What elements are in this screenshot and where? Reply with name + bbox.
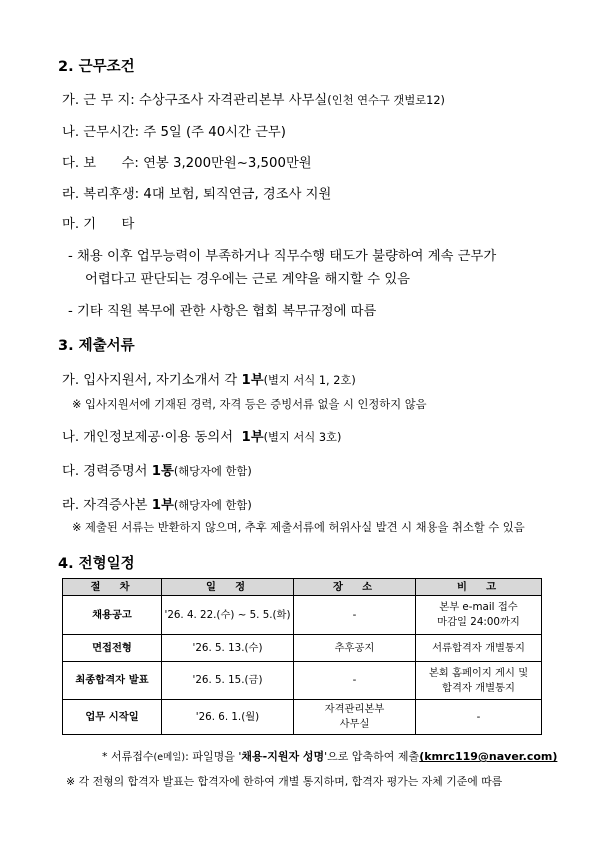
doc-c-line bbox=[62, 460, 252, 479]
remark-cell: - bbox=[416, 700, 542, 735]
doc-b-form: (별지 서식 3호) bbox=[263, 431, 342, 444]
remark-line-1: 본부 e-mail 접수 bbox=[439, 601, 518, 613]
place-cell: - bbox=[294, 596, 416, 635]
doc-a-note: ※ 입사지원서에 기재된 경력, 자격 등은 증빙서류 없을 시 인정하지 않음 bbox=[72, 398, 427, 411]
date-cell: '26. 5. 13.(수) bbox=[162, 635, 294, 662]
table-row bbox=[63, 596, 542, 635]
salary-value: 연봉 3,200만원~3,500만원 bbox=[143, 156, 312, 171]
table-row bbox=[63, 700, 542, 735]
step-cell: 면접전형 bbox=[63, 635, 162, 662]
salary-label: 다. 보 수: bbox=[62, 156, 144, 171]
place-line-2: 사무실 bbox=[339, 718, 370, 730]
place-cell bbox=[294, 700, 416, 735]
step-cell: 채용공고 bbox=[63, 596, 162, 635]
benefits-label: 라. 복리후생: bbox=[62, 187, 144, 202]
doc-c-count: 1통 bbox=[151, 464, 174, 479]
schedule-table bbox=[62, 578, 542, 735]
table-header-row bbox=[63, 579, 542, 596]
work-location-address: (인천 연수구 갯벌로12) bbox=[327, 94, 445, 107]
step-cell: 최종합격자 발표 bbox=[63, 662, 162, 700]
doc-b-text: 나. 개인정보제공·이용 동의서 bbox=[62, 430, 242, 445]
doc-a-text: 가. 입사지원서, 자기소개서 각 bbox=[62, 373, 242, 388]
submission-note bbox=[102, 748, 557, 764]
header-place: 장 소 bbox=[294, 579, 416, 596]
remark-line-2: 합격자 개별통지 bbox=[442, 681, 515, 694]
etc-bullet-1-line-2: 어렵다고 판단되는 경우에는 근로 계약을 해지할 수 있음 bbox=[85, 272, 411, 287]
benefits-value: 4대 보험, 퇴직연금, 경조사 지원 bbox=[143, 187, 332, 202]
work-location-line bbox=[62, 89, 445, 108]
section-4-title: 4. 전형일정 bbox=[58, 556, 135, 572]
section-3-title: 3. 제출서류 bbox=[58, 338, 135, 354]
step-cell: 업무 시작일 bbox=[63, 700, 162, 735]
remark-cell: 서류합격자 개별통지 bbox=[416, 635, 542, 662]
date-cell: '26. 6. 1.(월) bbox=[162, 700, 294, 735]
work-location-value: 수상구조사 자격관리본부 사무실 bbox=[139, 93, 328, 108]
etc-bullet-1-line-1: - 채용 이후 업무능력이 부족하거나 직무수행 태도가 불량하여 계속 근무가 bbox=[68, 249, 497, 264]
remark-line-2: 마감일 24:00까지 bbox=[437, 616, 520, 628]
docs-note: ※ 제출된 서류는 반환하지 않으며, 추후 제출서류에 허위사실 발견 시 채용을 취소할 수 있음 bbox=[72, 521, 525, 534]
result-note: ※ 각 전형의 합격자 발표는 합격자에 한하여 개별 통지하며, 합격자 평가는 자체 기준에 따름 bbox=[66, 775, 503, 788]
doc-d-text: 라. 자격증사본 bbox=[62, 498, 152, 513]
date-cell: '26. 4. 22.(수) ~ 5. 5.(화) bbox=[162, 596, 294, 635]
header-remark: 비 고 bbox=[416, 579, 542, 596]
submission-prefix: * 서류접수 bbox=[102, 750, 154, 763]
remark-cell bbox=[416, 596, 542, 635]
place-line-1: 자격관리본부 bbox=[324, 703, 385, 715]
remark-cell bbox=[416, 662, 542, 700]
doc-b-line bbox=[62, 426, 341, 445]
place-cell: - bbox=[294, 662, 416, 700]
remark-line-1: 본회 홈페이지 게시 및 bbox=[428, 666, 529, 679]
etc-label: 마. 기 타 bbox=[62, 217, 135, 232]
date-cell: '26. 5. 15.(금) bbox=[162, 662, 294, 700]
table-row bbox=[63, 662, 542, 700]
work-location-label: 가. 근 무 지: bbox=[62, 93, 139, 108]
work-hours-label: 나. 근무시간: bbox=[62, 125, 144, 140]
work-hours-line bbox=[62, 121, 286, 140]
section-2-title: 2. 근무조건 bbox=[58, 59, 135, 75]
doc-c-scope: (해당자에 한함) bbox=[173, 465, 252, 478]
place-cell: 추후공지 bbox=[294, 635, 416, 662]
doc-a-count: 1부 bbox=[241, 373, 264, 388]
submission-email[interactable]: (kmrc119@naver.com) bbox=[419, 750, 558, 763]
doc-d-count: 1부 bbox=[151, 498, 174, 513]
doc-d-scope: (해당자에 한함) bbox=[173, 499, 252, 512]
doc-a-form: (별지 서식 1, 2호) bbox=[263, 374, 356, 387]
doc-d-line bbox=[62, 494, 252, 513]
header-date: 일 정 bbox=[162, 579, 294, 596]
work-hours-value: 주 5일 (주 40시간 근무) bbox=[143, 125, 286, 140]
table-row bbox=[63, 635, 542, 662]
etc-bullet-2: - 기타 직원 복무에 관한 사항은 협회 복무규정에 따름 bbox=[68, 304, 377, 319]
salary-line bbox=[62, 152, 312, 171]
submission-text-1: : 파일명을 ' bbox=[185, 750, 242, 763]
benefits-line bbox=[62, 183, 331, 202]
header-step: 절 차 bbox=[63, 579, 162, 596]
submission-method: (e메일) bbox=[153, 752, 186, 763]
doc-a-line bbox=[62, 369, 356, 388]
doc-b-count: 1부 bbox=[241, 430, 264, 445]
submission-filename: 채용-지원자 성명 bbox=[241, 750, 325, 763]
submission-text-2: '으로 압축하여 제출 bbox=[324, 750, 420, 763]
doc-c-text: 다. 경력증명서 bbox=[62, 464, 152, 479]
